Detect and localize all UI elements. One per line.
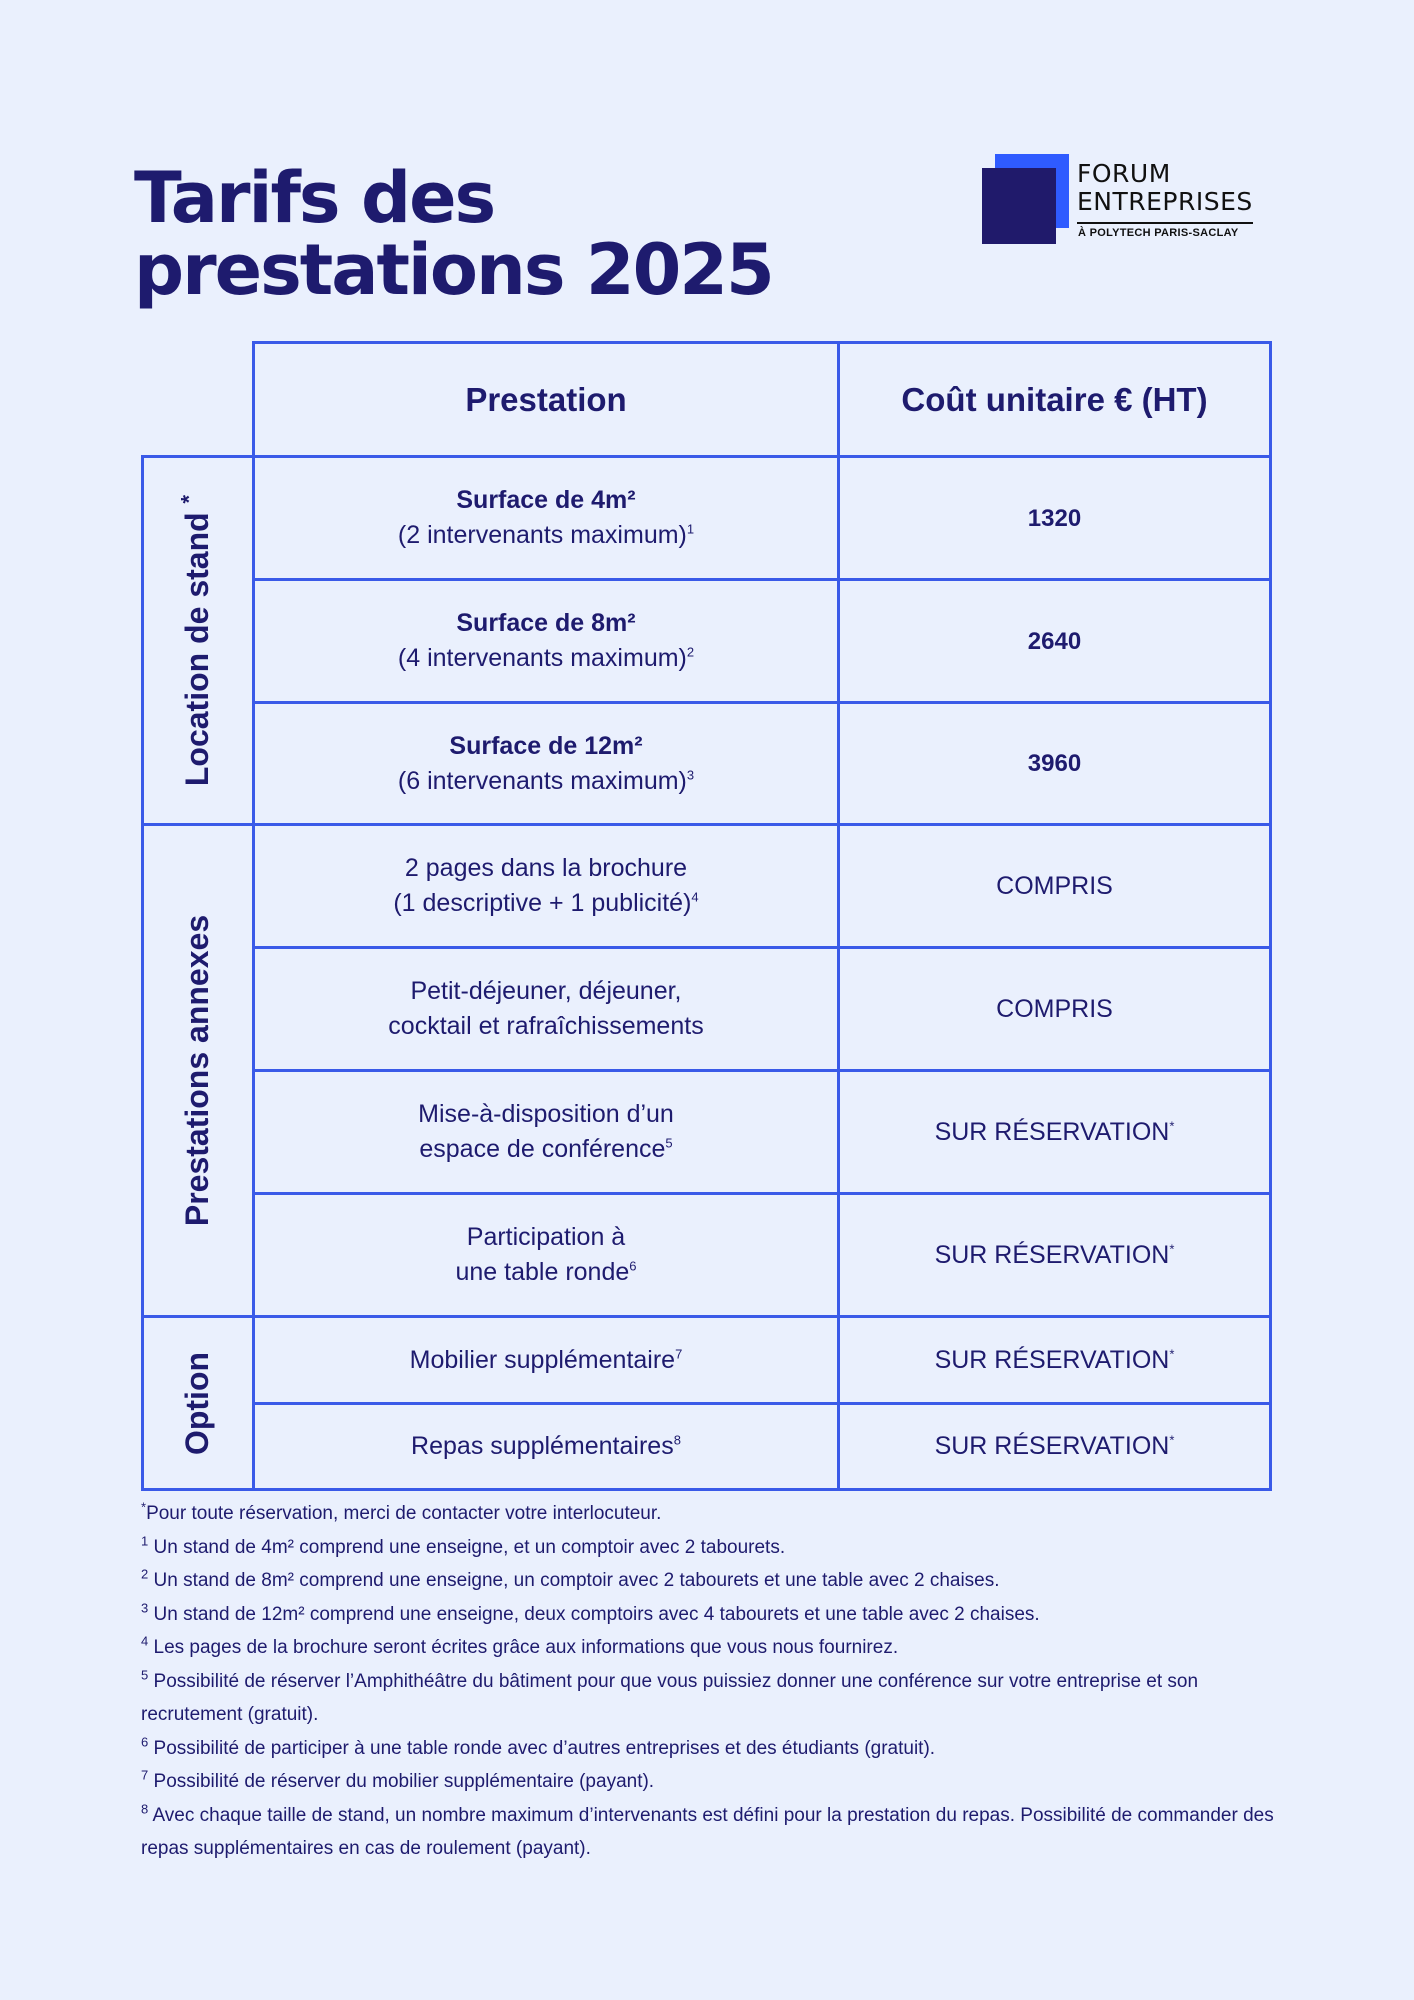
header-cost-label: Coût unitaire € (HT) bbox=[901, 381, 1208, 418]
row-cost-value: COMPRIS bbox=[996, 871, 1113, 900]
row-title: Surface de 12m² bbox=[449, 731, 643, 760]
table-row-prestation bbox=[252, 701, 840, 826]
footnote-text: Possibilité de réserver du mobilier supplémentaire (payant). bbox=[153, 1771, 655, 1792]
footnote-mark: 5 bbox=[141, 1667, 149, 1683]
title-line-1: Tarifs des bbox=[134, 157, 495, 239]
row-line-1: Mise-à-disposition d’un bbox=[418, 1100, 674, 1128]
row-cost-value bbox=[935, 1343, 1175, 1378]
row-line-1 bbox=[411, 1429, 681, 1464]
table-row-cost bbox=[837, 1069, 1272, 1195]
table-row-prestation bbox=[252, 823, 840, 949]
footnote-ref: 4 bbox=[691, 889, 699, 905]
footnote-ref: 1 bbox=[686, 521, 695, 537]
footnote-5 bbox=[141, 1665, 1291, 1732]
footnotes bbox=[141, 1497, 1291, 1866]
row-line-2-text: (1 descriptive + 1 publicité) bbox=[393, 889, 692, 917]
footnote-8 bbox=[141, 1799, 1291, 1866]
row-cost-value bbox=[935, 1115, 1175, 1150]
row-subtitle-text: (6 intervenants maximum) bbox=[397, 766, 687, 795]
footnote-text: Les pages de la brochure seront écrites grâce aux informations que vous nous fournirez. bbox=[153, 1637, 899, 1658]
row-cost-text: SUR RÉSERVATION bbox=[934, 1117, 1170, 1146]
footnote-star bbox=[141, 1497, 1291, 1531]
row-line-1: Petit-déjeuner, déjeuner, bbox=[410, 977, 682, 1005]
table-row-prestation bbox=[252, 455, 840, 581]
forum-entreprises-logo bbox=[982, 154, 1282, 246]
footnote-ref: 6 bbox=[629, 1258, 637, 1274]
row-title: Surface de 8m² bbox=[456, 609, 636, 637]
row-line-2 bbox=[419, 1132, 672, 1167]
table-row-cost bbox=[837, 1315, 1272, 1405]
footnote-mark: 4 bbox=[141, 1633, 149, 1649]
row-cost-value: 3960 bbox=[1027, 750, 1082, 777]
footnote-mark: 1 bbox=[141, 1533, 149, 1549]
table-row-cost bbox=[837, 823, 1272, 949]
row-cost-text: SUR RÉSERVATION bbox=[934, 1345, 1170, 1374]
table-row-cost bbox=[837, 701, 1272, 826]
row-cost-value: COMPRIS bbox=[996, 994, 1113, 1023]
row-line-1-text: Repas supplémentaires bbox=[411, 1432, 674, 1460]
row-line-2 bbox=[393, 886, 698, 921]
table-row-cost bbox=[837, 578, 1272, 704]
footnote-1 bbox=[141, 1531, 1291, 1565]
title-line-2: prestations 2025 bbox=[134, 229, 773, 311]
footnote-2 bbox=[141, 1564, 1291, 1598]
row-cost-value bbox=[935, 1429, 1175, 1464]
footnote-text: Pour toute réservation, merci de contacter votre interlocuteur. bbox=[146, 1503, 662, 1524]
footnote-ref: 5 bbox=[665, 1135, 673, 1151]
table-row-prestation bbox=[252, 1069, 840, 1195]
footnote-ref: 8 bbox=[673, 1432, 681, 1448]
footnote-mark: 7 bbox=[141, 1767, 149, 1783]
row-line-2 bbox=[456, 1255, 637, 1290]
row-cost-value bbox=[935, 1238, 1175, 1273]
row-line-1: Participation à bbox=[466, 1223, 626, 1251]
group-prestations-annexes bbox=[141, 823, 255, 1318]
row-line-2-text: espace de conférence bbox=[419, 1135, 666, 1163]
table-row-prestation bbox=[252, 578, 840, 704]
reservation-mark: * bbox=[1169, 1241, 1175, 1257]
table-row-prestation bbox=[252, 1315, 840, 1405]
footnote-text: Un stand de 12m² comprend une enseigne, deux comptoirs avec 4 tabourets et une table avec 2 chaises. bbox=[153, 1603, 1040, 1625]
group-location-stand bbox=[141, 455, 255, 826]
logo-line-2: ENTREPRISES bbox=[1077, 187, 1253, 216]
footnote-text: Un stand de 4m² comprend une enseigne, et un comptoir avec 2 tabourets. bbox=[153, 1536, 786, 1558]
row-subtitle bbox=[398, 518, 694, 553]
logo-line-1: FORUM bbox=[1077, 159, 1171, 188]
footnote-mark: 6 bbox=[141, 1734, 149, 1750]
row-line-2: cocktail et rafraîchissements bbox=[388, 1012, 704, 1040]
group-annexes-label: Prestations annexes bbox=[179, 914, 216, 1227]
header-prestation bbox=[252, 341, 840, 458]
header-cost bbox=[837, 341, 1272, 458]
group-stand-mark: * bbox=[176, 494, 202, 504]
footnote-4 bbox=[141, 1631, 1291, 1665]
group-option bbox=[141, 1315, 255, 1491]
footnote-mark: 2 bbox=[141, 1566, 149, 1582]
footnote-ref: 3 bbox=[686, 767, 695, 783]
row-subtitle-text: (2 intervenants maximum) bbox=[397, 521, 687, 549]
footnote-text: Un stand de 8m² comprend une enseigne, un comptoir avec 2 tabourets et une table avec 2 chaises. bbox=[153, 1570, 1000, 1591]
footnote-text: Possibilité de réserver l’Amphithéâtre du bâtiment pour que vous puissiez donner une conférence sur votre entreprise et son recrutement (gratuit). bbox=[141, 1670, 1199, 1725]
row-title: Surface de 4m² bbox=[456, 486, 636, 514]
header-prestation-label: Prestation bbox=[465, 381, 627, 418]
footnote-text: Possibilité de participer à une table ronde avec d’autres entreprises et des étudiants (gratuit). bbox=[153, 1737, 936, 1759]
footnote-mark: * bbox=[141, 1499, 147, 1515]
reservation-mark: * bbox=[1169, 1346, 1175, 1362]
footnote-ref: 7 bbox=[675, 1346, 683, 1362]
group-option-label: Option bbox=[179, 1351, 216, 1455]
logo-square-navy bbox=[982, 168, 1056, 244]
table-row-cost bbox=[837, 1192, 1272, 1318]
reservation-mark: * bbox=[1169, 1432, 1175, 1448]
row-line-1 bbox=[410, 1343, 683, 1378]
row-cost-text: SUR RÉSERVATION bbox=[934, 1432, 1170, 1460]
reservation-mark: * bbox=[1169, 1118, 1175, 1134]
row-line-1: 2 pages dans la brochure bbox=[404, 854, 688, 882]
footnote-text: Avec chaque taille de stand, un nombre maximum d’intervenants est défini pour la prestation du repas. Possibilité de commander des repas supplémentaires en cas de roulement (payant). bbox=[141, 1804, 1274, 1859]
logo-line-3: À POLYTECH PARIS-SACLAY bbox=[1078, 227, 1239, 239]
row-line-1-text: Mobilier supplémentaire bbox=[409, 1345, 676, 1374]
footnote-mark: 8 bbox=[141, 1801, 149, 1817]
table-row-prestation bbox=[252, 946, 840, 1072]
footnote-6 bbox=[141, 1732, 1291, 1766]
footnote-7 bbox=[141, 1765, 1291, 1799]
row-cost-value: 1320 bbox=[1027, 504, 1082, 532]
footnote-ref: 2 bbox=[686, 644, 695, 660]
row-cost-value: 2640 bbox=[1027, 627, 1082, 655]
footnote-mark: 3 bbox=[141, 1600, 149, 1616]
table-row-prestation bbox=[252, 1192, 840, 1318]
table-row-cost bbox=[837, 946, 1272, 1072]
table-row-cost bbox=[837, 455, 1272, 581]
page-title bbox=[134, 157, 773, 311]
row-cost-text: SUR RÉSERVATION bbox=[934, 1240, 1170, 1269]
table-row-prestation bbox=[252, 1402, 840, 1491]
logo-divider bbox=[1077, 222, 1253, 224]
table-row-cost bbox=[837, 1402, 1272, 1491]
group-stand-text: Location de stand bbox=[179, 512, 216, 787]
row-subtitle-text: (4 intervenants maximum) bbox=[397, 644, 687, 672]
row-subtitle bbox=[398, 641, 694, 676]
footnote-3 bbox=[141, 1598, 1291, 1632]
row-subtitle bbox=[398, 764, 694, 799]
row-line-2-text: une table ronde bbox=[455, 1258, 630, 1286]
group-location-stand-label bbox=[176, 494, 216, 787]
